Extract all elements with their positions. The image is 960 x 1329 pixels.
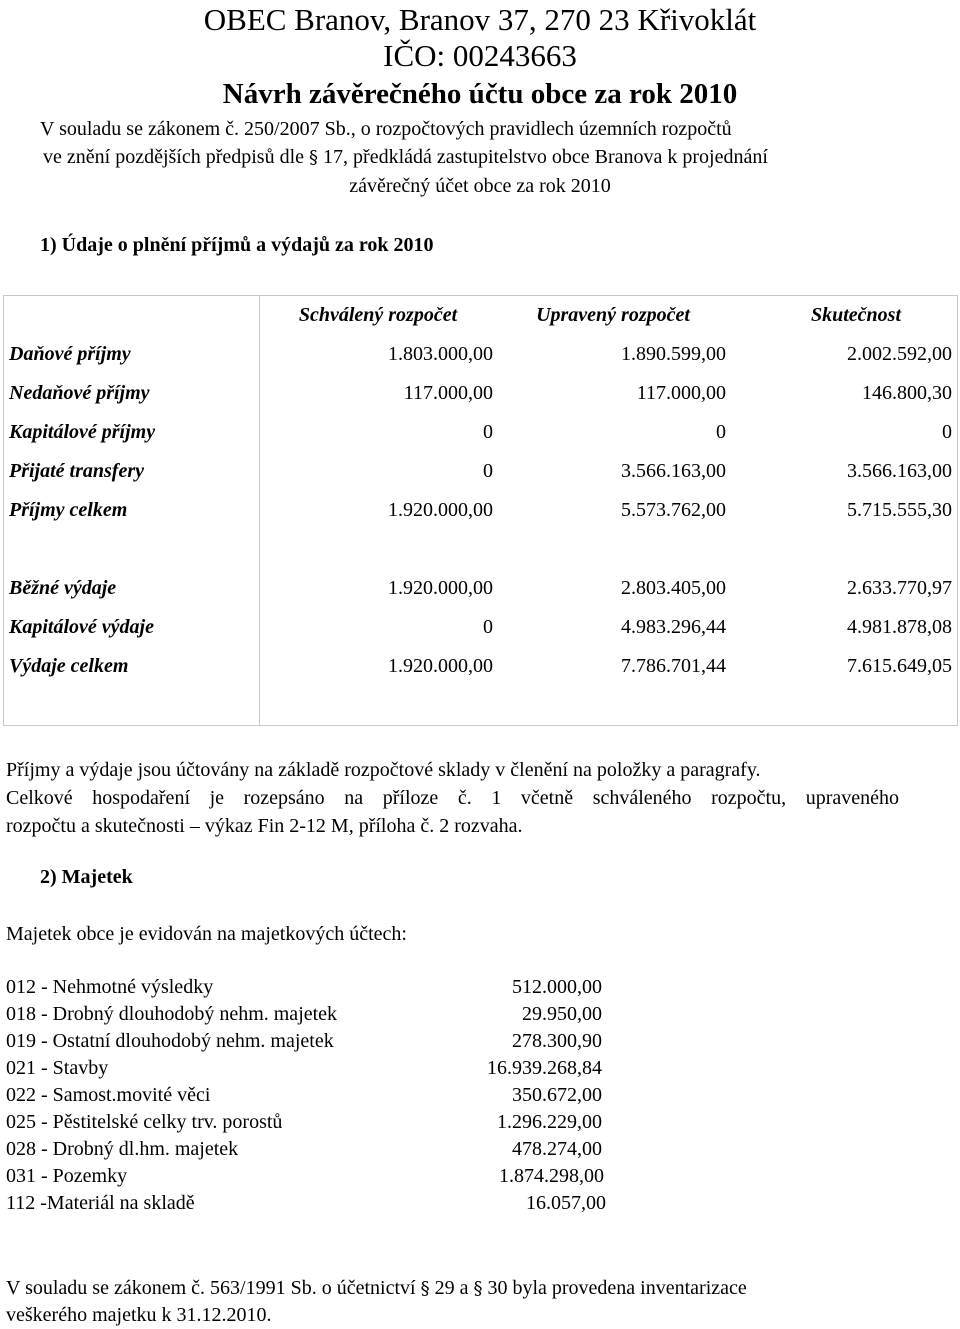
adjusted-value: 1.890.599,00	[621, 343, 726, 365]
paragraph-sign-icon: §	[420, 1278, 430, 1299]
approved-value: 0	[483, 616, 493, 638]
row-label: Běžné výdaje	[9, 577, 117, 599]
approved-value: 1.920.000,00	[388, 577, 493, 599]
account-label: 018 - Drobný dlouhodobý nehm. majetek	[6, 1003, 338, 1025]
account-value: 278.300,90	[512, 1030, 602, 1052]
section-1-heading: 1) Údaje o plnění příjmů a výdajů za rok 2010	[40, 234, 434, 256]
approved-value: 1.803.000,00	[388, 343, 493, 365]
adjusted-value: 117.000,00	[636, 382, 726, 404]
approved-value: 0	[483, 460, 493, 482]
adjusted-value: 0	[716, 421, 726, 443]
account-value: 16.939.268,84	[487, 1057, 602, 1079]
approved-value: 0	[483, 421, 493, 443]
actual-value: 5.715.555,30	[847, 499, 952, 521]
account-label: 112 -Materiál na skladě	[6, 1192, 195, 1214]
company-id: IČO: 00243663	[383, 38, 577, 73]
account-label: 028 - Drobný dl.hm. majetek	[6, 1138, 239, 1160]
row-label: Přijaté transfery	[9, 460, 144, 482]
row-label: Nedaňové příjmy	[9, 382, 150, 404]
row-label: Příjmy celkem	[9, 499, 128, 521]
adjusted-value: 4.983.296,44	[621, 616, 726, 638]
paragraph-sign-icon: §	[309, 147, 319, 168]
intro-line-3: závěrečný účet obce za rok 2010	[349, 175, 611, 197]
actual-value: 2.633.770,97	[847, 577, 952, 599]
intro-line-2-start: ve znění pozdějších předpisů dle	[43, 146, 305, 168]
account-label: 019 - Ostatní dlouhodobý nehm. majetek	[6, 1030, 334, 1052]
row-label: Výdaje celkem	[9, 655, 129, 677]
municipality-address: OBEC Branov, Branov 37, 270 23 Křivoklát	[203, 2, 757, 37]
footer-line-2: veškerého majetku k 31.12.2010.	[6, 1304, 272, 1326]
intro-line-2	[43, 143, 768, 172]
intro-line-1: V souladu se zákonem č. 250/2007 Sb., o rozpočtových pravidlech územních rozpočtů	[40, 118, 732, 140]
column-header-actual: Skutečnost	[810, 304, 902, 326]
approved-value: 1.920.000,00	[388, 499, 493, 521]
account-value: 1.874.298,00	[499, 1165, 604, 1187]
approved-value: 117.000,00	[403, 382, 493, 404]
account-label: 031 - Pozemky	[6, 1165, 128, 1187]
account-value: 1.296.229,00	[497, 1111, 602, 1133]
approved-value: 1.920.000,00	[388, 655, 493, 677]
row-label: Kapitálové příjmy	[9, 421, 156, 443]
assets-intro: Majetek obce je evidován na majetkových účtech:	[6, 923, 407, 945]
actual-value: 3.566.163,00	[847, 460, 952, 482]
actual-value: 7.615.649,05	[847, 655, 952, 677]
column-header-approved: Schválený rozpočet	[298, 304, 458, 326]
adjusted-value: 5.573.762,00	[621, 499, 726, 521]
note-line-1: Příjmy a výdaje jsou účtovány na základě rozpočtové sklady v členění na položky a paragrafy.	[6, 759, 761, 781]
account-value: 478.274,00	[512, 1138, 602, 1160]
footer-line-1-start: V souladu se zákonem č. 563/1991 Sb. o účetnictví	[6, 1277, 416, 1299]
actual-value: 4.981.878,08	[847, 616, 952, 638]
account-value: 16.057,00	[526, 1192, 606, 1214]
note-line-2: Celkové hospodaření je rozepsáno na příloze č. 1 včetně schváleného rozpočtu, upraveného	[6, 787, 899, 809]
footer-line-1-middle: 29 a	[434, 1277, 469, 1299]
paragraph-sign-icon: §	[473, 1278, 483, 1299]
adjusted-value: 7.786.701,44	[621, 655, 726, 677]
account-label: 022 - Samost.movité věci	[6, 1084, 211, 1106]
column-header-adjusted: Upravený rozpočet	[536, 304, 690, 326]
account-value: 350.672,00	[512, 1084, 602, 1106]
row-label: Kapitálové výdaje	[9, 616, 154, 638]
account-label: 012 - Nehmotné výsledky	[6, 976, 214, 998]
actual-value: 0	[942, 421, 952, 443]
account-value: 512.000,00	[512, 976, 602, 998]
row-label: Daňové příjmy	[9, 343, 131, 365]
account-value: 29.950,00	[522, 1003, 602, 1025]
footer-line-1-end: 30 byla provedena inventarizace	[487, 1277, 747, 1299]
note-line-3: rozpočtu a skutečnosti – výkaz Fin 2-12 M, příloha č. 2 rozvaha.	[6, 815, 523, 837]
account-label: 021 - Stavby	[6, 1057, 109, 1079]
document-title: Návrh závěrečného účtu obce za rok 2010	[222, 78, 738, 110]
section-2-heading: 2) Majetek	[40, 866, 133, 888]
footer-line-1	[6, 1274, 747, 1303]
adjusted-value: 3.566.163,00	[621, 460, 726, 482]
intro-line-2-end: 17, předkládá zastupitelstvo obce Branova k projednání	[323, 146, 768, 168]
account-label: 025 - Pěstitelské celky trv. porostů	[6, 1111, 283, 1133]
budget-table-divider	[259, 295, 260, 726]
adjusted-value: 2.803.405,00	[621, 577, 726, 599]
actual-value: 146.800,30	[862, 382, 952, 404]
actual-value: 2.002.592,00	[847, 343, 952, 365]
